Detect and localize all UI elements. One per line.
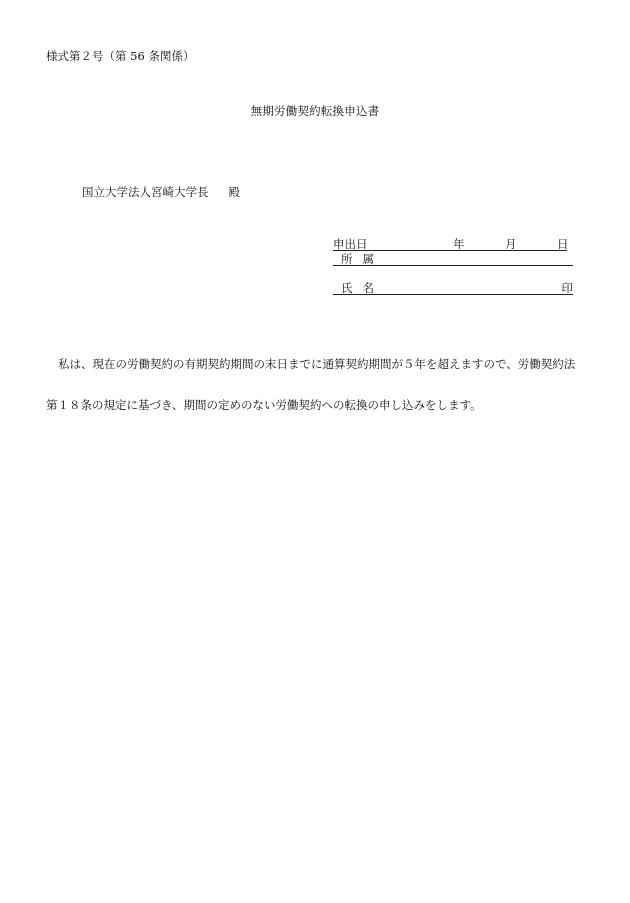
form-number: 様式第２号（第 56 条関係）: [46, 49, 195, 63]
name-label: 氏名: [341, 281, 384, 295]
addressee-name: 国立大学法人宮崎大学長: [82, 185, 209, 199]
year-label: 年: [453, 237, 465, 251]
seal-label: 印: [561, 281, 573, 295]
day-label: 日: [557, 237, 569, 251]
document-title: 無期労働契約転換申込書: [250, 104, 380, 118]
submission-date-field: [333, 236, 567, 251]
department-field: [333, 251, 573, 266]
submission-date-label: 申出日: [333, 237, 368, 251]
applicant-fields: [333, 236, 573, 295]
department-label: 所属: [341, 252, 384, 266]
addressee-line: [82, 184, 240, 200]
month-label: 月: [505, 237, 517, 251]
addressee-honorific: 殿: [228, 185, 240, 199]
name-field: [333, 280, 573, 295]
application-statement: 私は、現在の労働契約の有期契約期間の末日までに通算契約期間が５年を超えますので、労働契約法第１８条の規定に基づき、期間の定めのない労働契約への転換の申し込みをします。: [46, 357, 576, 412]
